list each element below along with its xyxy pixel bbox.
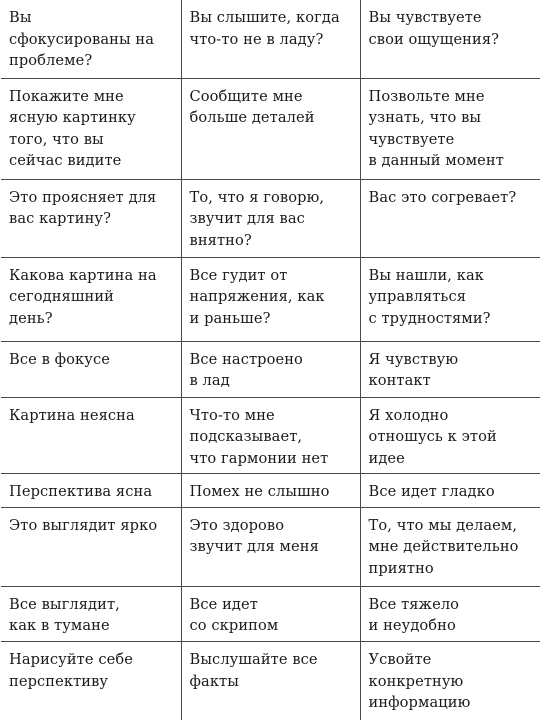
table-cell — [181, 0, 360, 78]
table-row — [1, 397, 540, 474]
phrases-table-body — [1, 0, 540, 720]
cell-text: Все настроено в лад — [189, 350, 303, 390]
cell-text: Это проясняет для вас картину? — [9, 188, 157, 228]
cell-text: Все выглядит, как в тумане — [9, 595, 120, 635]
table-row — [1, 474, 540, 508]
cell-text: Выслушайте все факты — [189, 651, 318, 690]
table-cell — [1, 341, 181, 397]
table-cell — [360, 257, 540, 341]
table-cell — [181, 179, 360, 257]
cell-text: Все идет со скрипом — [189, 595, 279, 635]
table-cell — [360, 642, 540, 720]
cell-text: Я холодно отношусь к этой идее — [368, 406, 497, 467]
table-row — [1, 507, 540, 586]
table-cell — [1, 507, 181, 586]
phrases-table — [1, 0, 540, 720]
cell-text: Вы чувствуете свои ощущения? — [368, 9, 500, 48]
table-cell — [360, 586, 540, 641]
cell-text: Перспектива ясна — [9, 483, 153, 501]
table-cell — [181, 78, 360, 179]
table-row — [1, 78, 540, 179]
cell-text: Все в фокусе — [9, 350, 110, 368]
table-cell — [1, 179, 181, 257]
table-row — [1, 341, 540, 397]
table-cell — [1, 78, 181, 179]
cell-text: Позвольте мне узнать, что вы чувствуете в данный момент — [368, 87, 504, 170]
table-cell — [181, 642, 360, 720]
table-cell — [1, 586, 181, 641]
cell-text: Покажите мне ясную картинку того, что вы сейчас видите — [9, 87, 136, 170]
cell-text: Все гудит от напряжения, как и раньше? — [189, 266, 325, 327]
table-cell — [1, 642, 181, 720]
cell-text: Сообщите мне больше деталей — [189, 87, 315, 127]
table-cell — [1, 474, 181, 508]
table-cell — [181, 397, 360, 474]
cell-text: Вы сфокусированы на проблеме? — [9, 9, 155, 70]
table-cell — [181, 586, 360, 641]
cell-text: Это выглядит ярко — [9, 516, 158, 534]
table-cell — [360, 397, 540, 474]
cell-text: Нарисуйте себе перспективу — [9, 651, 133, 690]
cell-text: То, что мы делаем, мне действительно приятно — [368, 516, 519, 578]
table-cell — [1, 0, 181, 78]
table-cell — [360, 507, 540, 586]
cell-text: Что-то мне подсказывает, что гармонии нет — [189, 406, 329, 467]
cell-text: Вы нашли, как управляться с трудностями? — [368, 266, 491, 327]
table-cell — [360, 0, 540, 78]
cell-text: Вас это согревает? — [368, 188, 517, 206]
cell-text: Я чувствую контакт — [368, 350, 459, 390]
cell-text: Это здорово звучит для меня — [189, 516, 319, 556]
cell-text: Какова картина на сегодняшний день? — [9, 266, 157, 327]
table-cell — [1, 257, 181, 341]
table-cell — [360, 78, 540, 179]
cell-text: Картина неясна — [9, 406, 135, 424]
table-row — [1, 257, 540, 341]
table-cell — [181, 341, 360, 397]
table-cell — [181, 474, 360, 508]
table-cell — [1, 397, 181, 474]
cell-text: Усвойте конкретную информацию — [368, 651, 471, 712]
table-row — [1, 179, 540, 257]
table-cell — [360, 179, 540, 257]
table-row — [1, 642, 540, 720]
cell-text: Все идет гладко — [368, 483, 495, 501]
cell-text: Все тяжело и неудобно — [368, 595, 460, 635]
table-cell — [181, 507, 360, 586]
table-cell — [360, 341, 540, 397]
table-cell — [181, 257, 360, 341]
table-row — [1, 0, 540, 78]
table-row — [1, 586, 540, 641]
cell-text: Помех не слышно — [189, 483, 330, 501]
table-cell — [360, 474, 540, 508]
cell-text: Вы слышите, когда что-то не в ладу? — [189, 9, 340, 48]
cell-text: То, что я говорю, звучит для вас внятно? — [189, 188, 325, 249]
